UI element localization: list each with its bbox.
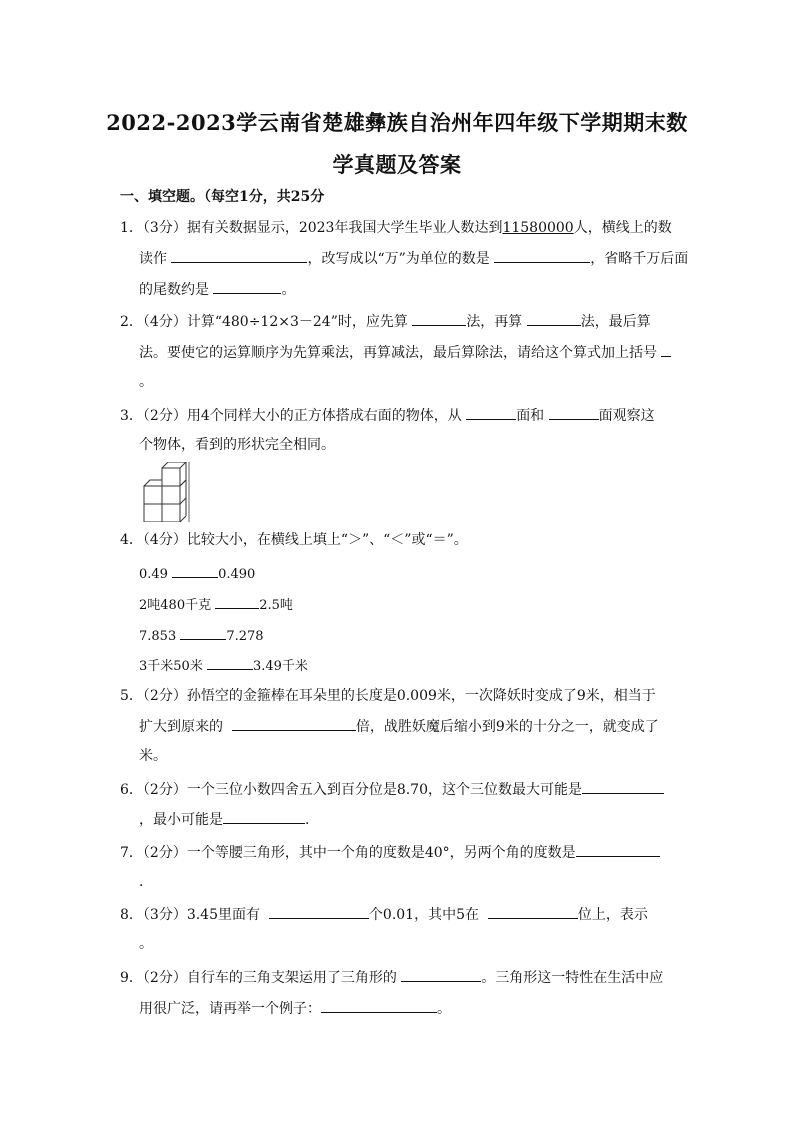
question-6-line2: ，最小可能是 . bbox=[139, 809, 309, 830]
answer-blank[interactable] bbox=[215, 594, 259, 609]
answer-blank[interactable] bbox=[213, 279, 281, 294]
question-3-line1: 3．（2分）用4个同样大小的正方体搭成右面的物体，从 面和 面观察这 bbox=[120, 405, 655, 426]
question-5-line2: 扩大到原来的 倍，战胜妖魔后缩小到9米的十分之一，就变成了 bbox=[139, 716, 659, 737]
question-6-line1: 6．（2分）一个三位小数四舍五入到百分位是8.70，这个三位数最大可能是 bbox=[120, 779, 664, 800]
question-4-row4: 3千米50米 3.49千米 bbox=[139, 655, 308, 677]
answer-blank[interactable] bbox=[172, 563, 218, 578]
question-4-row3: 7.853 7.278 bbox=[139, 625, 264, 647]
answer-blank[interactable] bbox=[661, 342, 671, 357]
page-title-line1: 2022-2023学云南省楚雄彝族自治州年四年级下学期期末数 bbox=[106, 110, 688, 135]
answer-blank[interactable] bbox=[321, 998, 437, 1013]
underlined-number: 11580000 bbox=[502, 220, 574, 236]
question-1-line2: 读作 ，改写成以“万”为单位的数是 ，省略千万后面 bbox=[139, 248, 688, 269]
question-2-line2: 法。要使它的运算顺序为先算乘法，再算减法，最后算除法，请给这个算式加上括号 bbox=[139, 342, 671, 363]
answer-blank[interactable] bbox=[466, 405, 516, 420]
question-9-line1: 9．（2分）自行车的三角支架运用了三角形的 。三角形这一特性在生活中应 bbox=[120, 967, 663, 988]
answer-blank[interactable] bbox=[207, 655, 253, 670]
answer-blank[interactable] bbox=[412, 311, 466, 326]
question-2-line3: 。 bbox=[139, 374, 153, 390]
answer-blank[interactable] bbox=[269, 904, 369, 919]
question-3-line2: 个物体，看到的形状完全相同。 bbox=[139, 437, 335, 453]
question-4-row1: 0.49 0.490 bbox=[139, 563, 255, 585]
answer-blank[interactable] bbox=[494, 248, 590, 263]
answer-blank[interactable] bbox=[171, 248, 307, 263]
question-5-line3: 米。 bbox=[139, 748, 167, 764]
cube-stack-figure bbox=[138, 462, 194, 522]
answer-blank[interactable] bbox=[232, 716, 356, 731]
answer-blank[interactable] bbox=[223, 809, 305, 824]
question-4-row2: 2吨480千克 2.5吨 bbox=[139, 594, 293, 616]
question-8-line2: 。 bbox=[139, 936, 153, 952]
page-title-line2: 学真题及答案 bbox=[332, 152, 462, 177]
question-8-line1: 8．（3分）3.45里面有 个0.01，其中5在 位上，表示 bbox=[120, 904, 648, 925]
question-1-line1: 1．（3分）据有关数据显示，2023年我国大学生毕业人数达到11580000人，横线上的数 bbox=[120, 220, 672, 236]
question-9-line2: 用很广泛，请再举一个例子： 。 bbox=[139, 998, 451, 1019]
question-7-line1: 7．（2分）一个等腰三角形，其中一个角的度数是40°，另两个角的度数是 bbox=[120, 842, 660, 863]
answer-blank[interactable] bbox=[549, 405, 599, 420]
question-1-line3: 的尾数约是 。 bbox=[139, 279, 295, 300]
question-4-prompt: 4．（4分）比较大小，在横线上填上“＞”、“＜”或“＝”。 bbox=[120, 532, 468, 548]
answer-blank[interactable] bbox=[488, 904, 578, 919]
answer-blank[interactable] bbox=[582, 779, 664, 794]
question-5-line1: 5．（2分）孙悟空的金箍棒在耳朵里的长度是0.009米，一次降妖时变成了9米，相当于 bbox=[120, 688, 656, 704]
question-7-line2: . bbox=[139, 874, 144, 890]
answer-blank[interactable] bbox=[180, 625, 226, 640]
section-heading: 一、填空题。（每空1分，共25分 bbox=[120, 189, 325, 205]
answer-blank[interactable] bbox=[401, 967, 481, 982]
question-2-line1: 2．（4分）计算“480÷12×3－24”时，应先算 法，再算 法，最后算 bbox=[120, 311, 651, 332]
answer-blank[interactable] bbox=[527, 311, 581, 326]
answer-blank[interactable] bbox=[576, 842, 660, 857]
